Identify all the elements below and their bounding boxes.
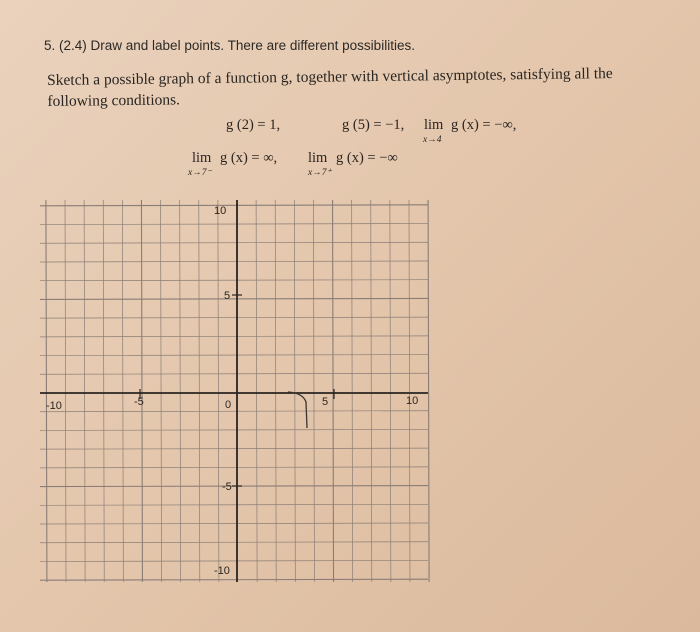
grid-line-horizontal	[40, 317, 428, 318]
grid-line-vertical	[122, 200, 123, 582]
grid-line-horizontal	[40, 467, 428, 468]
problem-title: 5. (2.4) Draw and label points. There are different possibilities.	[44, 38, 415, 53]
grid-line-vertical	[84, 200, 85, 582]
x-label-zero: 0	[225, 399, 232, 411]
grid-line-horizontal	[40, 280, 428, 281]
condition-limit-x-to-7-right-lim: lim	[308, 150, 328, 166]
grid-line-vertical	[390, 200, 391, 582]
y-label-pos10: 10	[214, 205, 227, 217]
hand-drawn-curve	[288, 392, 307, 428]
grid-line-horizontal	[40, 411, 428, 412]
condition-limit-x-to-7-left-sub: x→7⁻	[188, 168, 212, 178]
grid-line-horizontal	[40, 261, 428, 262]
grid-line-vertical	[275, 200, 276, 582]
x-label-neg5: -5	[134, 396, 144, 408]
x-label-neg10: -10	[46, 400, 62, 412]
grid-line-vertical	[161, 200, 162, 582]
grid-line-horizontal	[40, 242, 428, 243]
grid-line-vertical	[409, 200, 410, 582]
x-label-pos10: 10	[406, 395, 419, 407]
grid-line-horizontal	[40, 504, 428, 505]
grid-line-vertical	[103, 200, 104, 582]
problem-prompt: Sketch a possible graph of a function g, together with vertical asymptotes, satisfying all the following conditions.	[47, 65, 613, 110]
y-label-neg10: -10	[214, 565, 230, 577]
condition-limit-x-to-4-lim: lim	[424, 117, 444, 133]
grid-line-vertical	[352, 200, 353, 582]
grid-line-vertical	[141, 200, 142, 582]
grid-line-vertical	[313, 200, 314, 582]
grid-line-horizontal	[40, 429, 428, 430]
grid-line-vertical	[218, 200, 219, 582]
grid-line-vertical	[371, 200, 372, 582]
condition-limit-x-to-4-expr: g (x) = −∞,	[451, 117, 517, 133]
grid-line-horizontal	[40, 336, 428, 337]
grid-line-vertical	[199, 200, 200, 582]
condition-limit-x-to-7-left-expr: g (x) = ∞,	[220, 150, 278, 166]
grid-line-horizontal	[40, 560, 428, 561]
grid-line-horizontal	[40, 355, 428, 356]
grid-line-horizontal	[40, 224, 428, 225]
condition-limit-x-to-7-right-expr: g (x) = −∞	[336, 150, 398, 166]
condition-limit-x-to-7-right-sub: x→7⁺	[308, 168, 332, 178]
grid-line-horizontal	[40, 205, 428, 206]
y-label-neg5: -5	[222, 481, 232, 493]
condition-g-of-2: g (2) = 1,	[226, 117, 281, 133]
condition-g-of-5: g (5) = −1,	[342, 117, 405, 133]
grid-line-vertical	[65, 200, 66, 582]
grid-line-horizontal	[40, 542, 428, 543]
grid-line-horizontal	[40, 298, 428, 299]
grid-line-horizontal	[40, 373, 428, 374]
condition-limit-x-to-4-sub: x→4	[423, 135, 442, 145]
grid-line-vertical	[180, 200, 181, 582]
grid-line-vertical	[428, 200, 429, 582]
y-label-pos5: 5	[224, 290, 231, 302]
condition-limit-x-to-7-left-lim: lim	[192, 150, 212, 166]
grid-line-vertical	[294, 200, 295, 582]
grid-lines	[40, 200, 429, 582]
grid-line-vertical	[46, 200, 47, 582]
grid-line-horizontal	[40, 448, 428, 449]
grid-line-horizontal	[40, 579, 428, 580]
x-label-pos5: 5	[322, 396, 329, 408]
grid-line-vertical	[256, 200, 257, 582]
grid-line-vertical	[333, 200, 334, 582]
grid-line-horizontal	[40, 523, 428, 524]
